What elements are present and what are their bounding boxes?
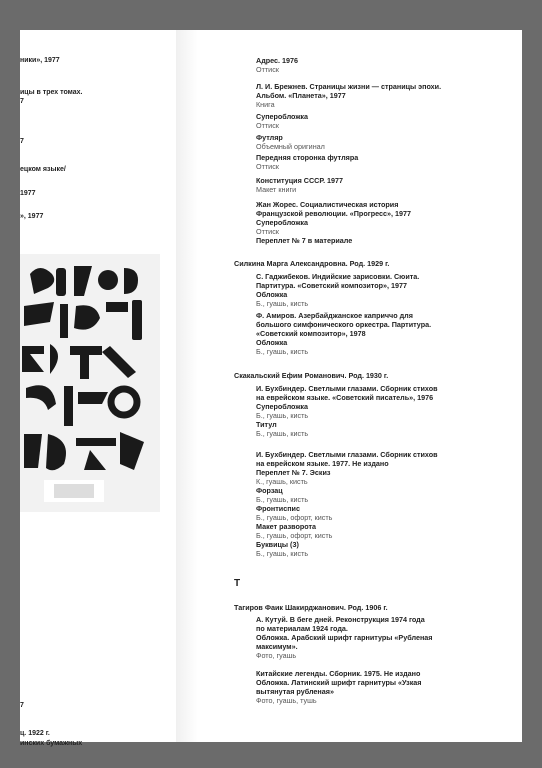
- left-fragment: ц. 1922 г.: [20, 730, 50, 737]
- left-fragment: ицы в трех томах.: [20, 89, 83, 96]
- entry-line: «Советский композитор», 1978: [256, 329, 366, 338]
- entry-line: Титул: [256, 420, 277, 429]
- entry-technique: Объемный оригинал: [256, 142, 325, 151]
- entry-line: Партитура. «Советский композитор», 1977: [256, 281, 407, 290]
- left-fragment: 7: [20, 702, 24, 709]
- calligraphy-illustration: [20, 254, 160, 512]
- entry-line: И. Бухбиндер. Светлыми глазами. Сборник стихов: [256, 450, 438, 459]
- entry-line: Форзац: [256, 486, 283, 495]
- left-fragment: 1977: [20, 190, 36, 197]
- entry-line: Переплет № 7 в материале: [256, 236, 353, 245]
- entry-technique: Б., гуашь, кисть: [256, 299, 309, 308]
- entry-line: Фронтиспис: [256, 504, 300, 513]
- entry-line: вытянутая рубленая»: [256, 687, 334, 696]
- entry-line: большого симфонического оркестра. Партитура.: [256, 320, 432, 329]
- left-fragment: инских бумажных: [20, 740, 83, 747]
- entry-line: С. Гаджибеков. Индийские зарисовки. Сюита.: [256, 272, 420, 281]
- entry-technique: Б., гуашь, кисть: [256, 549, 309, 558]
- left-fragment: ецком языке/: [20, 166, 66, 173]
- entry-technique: Б., гуашь, офорт, кисть: [256, 513, 333, 522]
- entry-technique: К., гуашь, кисть: [256, 477, 308, 486]
- entry-technique: Оттиск: [256, 162, 279, 171]
- entry-line: по материалам 1924 года.: [256, 624, 348, 633]
- entry-line: Суперобложка: [256, 112, 309, 121]
- entry-line: Силкина Марга Александровна. Род. 1929 г.: [234, 259, 390, 268]
- entry-line: Обложка: [256, 338, 288, 347]
- entry-line: И. Бухбиндер. Светлыми глазами. Сборник стихов: [256, 384, 438, 393]
- entry-line: Макет разворота: [256, 522, 316, 531]
- entry-line: Обложка. Латинский шрифт гарнитуры «Узкая: [256, 678, 422, 687]
- entry-technique: Оттиск: [256, 227, 279, 236]
- entry-line: Китайские легенды. Сборник. 1975. Не издано: [256, 669, 421, 678]
- entry-line: Адрес. 1976: [256, 56, 299, 65]
- left-fragment: ники», 1977: [20, 57, 60, 64]
- left-fragment: 7: [20, 138, 24, 145]
- entry-technique: Макет книги: [256, 185, 297, 194]
- entry-technique: Б., гуашь, кисть: [256, 347, 309, 356]
- entry-line: Передняя сторонка футляра: [256, 153, 359, 162]
- entry-line: на еврейском языке. «Советский писатель», 1976: [256, 393, 434, 402]
- entry-line: Суперобложка: [256, 218, 309, 227]
- left-page-fragments: [20, 30, 175, 747]
- entry-line: Скакальский Ефим Романович. Род. 1930 г.: [234, 371, 389, 380]
- book-fold: [176, 30, 198, 742]
- entry-line: на еврейском языке. 1977. Не издано: [256, 459, 389, 468]
- entry-line: Ф. Амиров. Азербайджанское каприччо для: [256, 311, 413, 320]
- entry-line: Альбом. «Планета», 1977: [256, 91, 346, 100]
- left-fragment: 7: [20, 98, 24, 105]
- entry-line: Тагиров Фаик Шакирджанович. Род. 1906 г.: [234, 603, 388, 612]
- entry-technique: Оттиск: [256, 65, 279, 74]
- entry-technique: Книга: [256, 100, 275, 109]
- entry-technique: Б., гуашь, офорт, кисть: [256, 531, 333, 540]
- entry-technique: Б., гуашь, кисть: [256, 495, 309, 504]
- entry-line: Обложка. Арабский шрифт гарнитуры «Рубленая: [256, 633, 433, 642]
- entry-line: максимум».: [256, 642, 298, 651]
- entry-line: Французской революции. «Прогресс», 1977: [256, 209, 411, 218]
- entry-line: Переплет № 7. Эскиз: [256, 468, 331, 477]
- entry-technique: Фото, гуашь, тушь: [256, 696, 317, 705]
- entry-line: Суперобложка: [256, 402, 309, 411]
- entry-technique: Фото, гуашь: [256, 651, 297, 660]
- entry-line: Конституция СССР. 1977: [256, 176, 344, 185]
- left-fragment: », 1977: [20, 213, 44, 220]
- entry-technique: Б., гуашь, кисть: [256, 429, 309, 438]
- entry-line: Обложка: [256, 290, 288, 299]
- entry-technique: Оттиск: [256, 121, 279, 130]
- entry-line: Буквицы (3): [256, 540, 299, 549]
- entry-line: Жан Жорес. Социалистическая история: [256, 200, 399, 209]
- entry-line: А. Кутуй. В беге дней. Реконструкция 1974 года: [256, 615, 425, 624]
- entry-line: Футляр: [256, 133, 283, 142]
- entry-line: Л. И. Брежнев. Страницы жизни — страницы эпохи.: [256, 82, 442, 91]
- entry-line: Т: [234, 578, 241, 589]
- entry-technique: Б., гуашь, кисть: [256, 411, 309, 420]
- document-page: [20, 30, 522, 747]
